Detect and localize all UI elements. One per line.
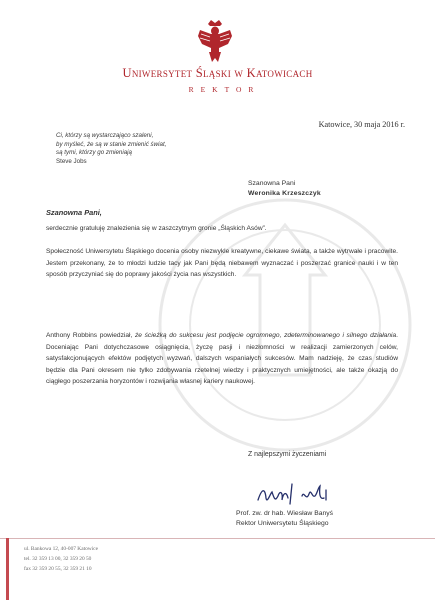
paragraph-lead: Anthony Robbins powiedział, <box>46 332 135 339</box>
closing-phrase: Z najlepszymi życzeniami <box>248 451 327 458</box>
addressee-block <box>248 179 321 199</box>
paragraph-wishes <box>46 330 398 388</box>
paragraph-community: Społeczność Uniwersytetu Śląskiego docenia osoby niezwykle kreatywne, ciekawe świata, a także wytrwałe i pracowite. Jestem przekonany, że to młodzi ludzie tacy jak Pani będą niebawem wyznaczać i poszerzać granice nauki i w ten sposób przyczyniać się do poprawy jakości życia nas wszystkich. <box>46 248 398 279</box>
salutation: Szanowna Pani, <box>46 208 102 217</box>
motto-author: Steve Jobs <box>56 158 87 166</box>
handwritten-signature <box>256 480 346 508</box>
motto-line: są tymi, którzy go zmieniają <box>56 149 132 157</box>
motto-line: by myśleć, że są w stanie zmienić świat, <box>56 140 167 148</box>
signatory-name: Prof. zw. dr hab. Wiesław Banyś <box>236 510 334 517</box>
university-eagle-emblem-icon <box>196 18 234 66</box>
paragraph-rest: . Doceniając Pani dotychczasowe osiągnięcia, życzę pasji i niezłomności w realizacji zamierzonych celów, satysfakcjonujących efektów podjętych wyzwań, dalszych wspaniałych sukcesów. Mam nadzieję, że czas studiów będzie dla Pani okresem nie tylko zdobywania rzetelnej wiedzy i praktycznych umiejętności, ale także okazją do ciągłego poszerzania horyzontów i rozwijania własnej kariery naukowej. <box>46 332 398 386</box>
addressee-greeting: Szanowna Pani <box>248 180 296 187</box>
motto-quote <box>56 132 256 167</box>
robbins-quote: że ścieżką do sukcesu jest podjęcie ogromnego, zdeterminowanego i silnego działania <box>134 332 397 339</box>
place-and-date: Katowice, 30 maja 2016 r. <box>318 120 405 129</box>
university-seal-watermark <box>150 105 420 545</box>
office-title: REKTOR <box>188 85 261 94</box>
footer-divider <box>0 538 435 539</box>
signatory-block <box>236 509 333 529</box>
footer-phone: tel. 32 359 13 00, 32 359 20 50 <box>24 556 92 562</box>
footer-address: ul. Bankowa 12, 40-007 Katowice <box>24 546 98 552</box>
footer-fax: fax 32 359 20 55, 32 359 21 10 <box>24 566 92 572</box>
contact-footer <box>24 544 98 574</box>
university-name: Uniwersytet Śląski w Katowicach <box>122 66 313 80</box>
motto-line: Ci, którzy są wystarczająco szaleni, <box>56 132 154 139</box>
paragraph-congratulations: serdecznie gratuluję znalezienia się w zaszczytnym gronie „Śląskich Asów”. <box>46 225 267 232</box>
footer-accent-bar <box>6 538 9 600</box>
addressee-name: Weronika Krzeszczyk <box>248 190 321 197</box>
signatory-title: Rektor Uniwersytetu Śląskiego <box>236 520 329 527</box>
